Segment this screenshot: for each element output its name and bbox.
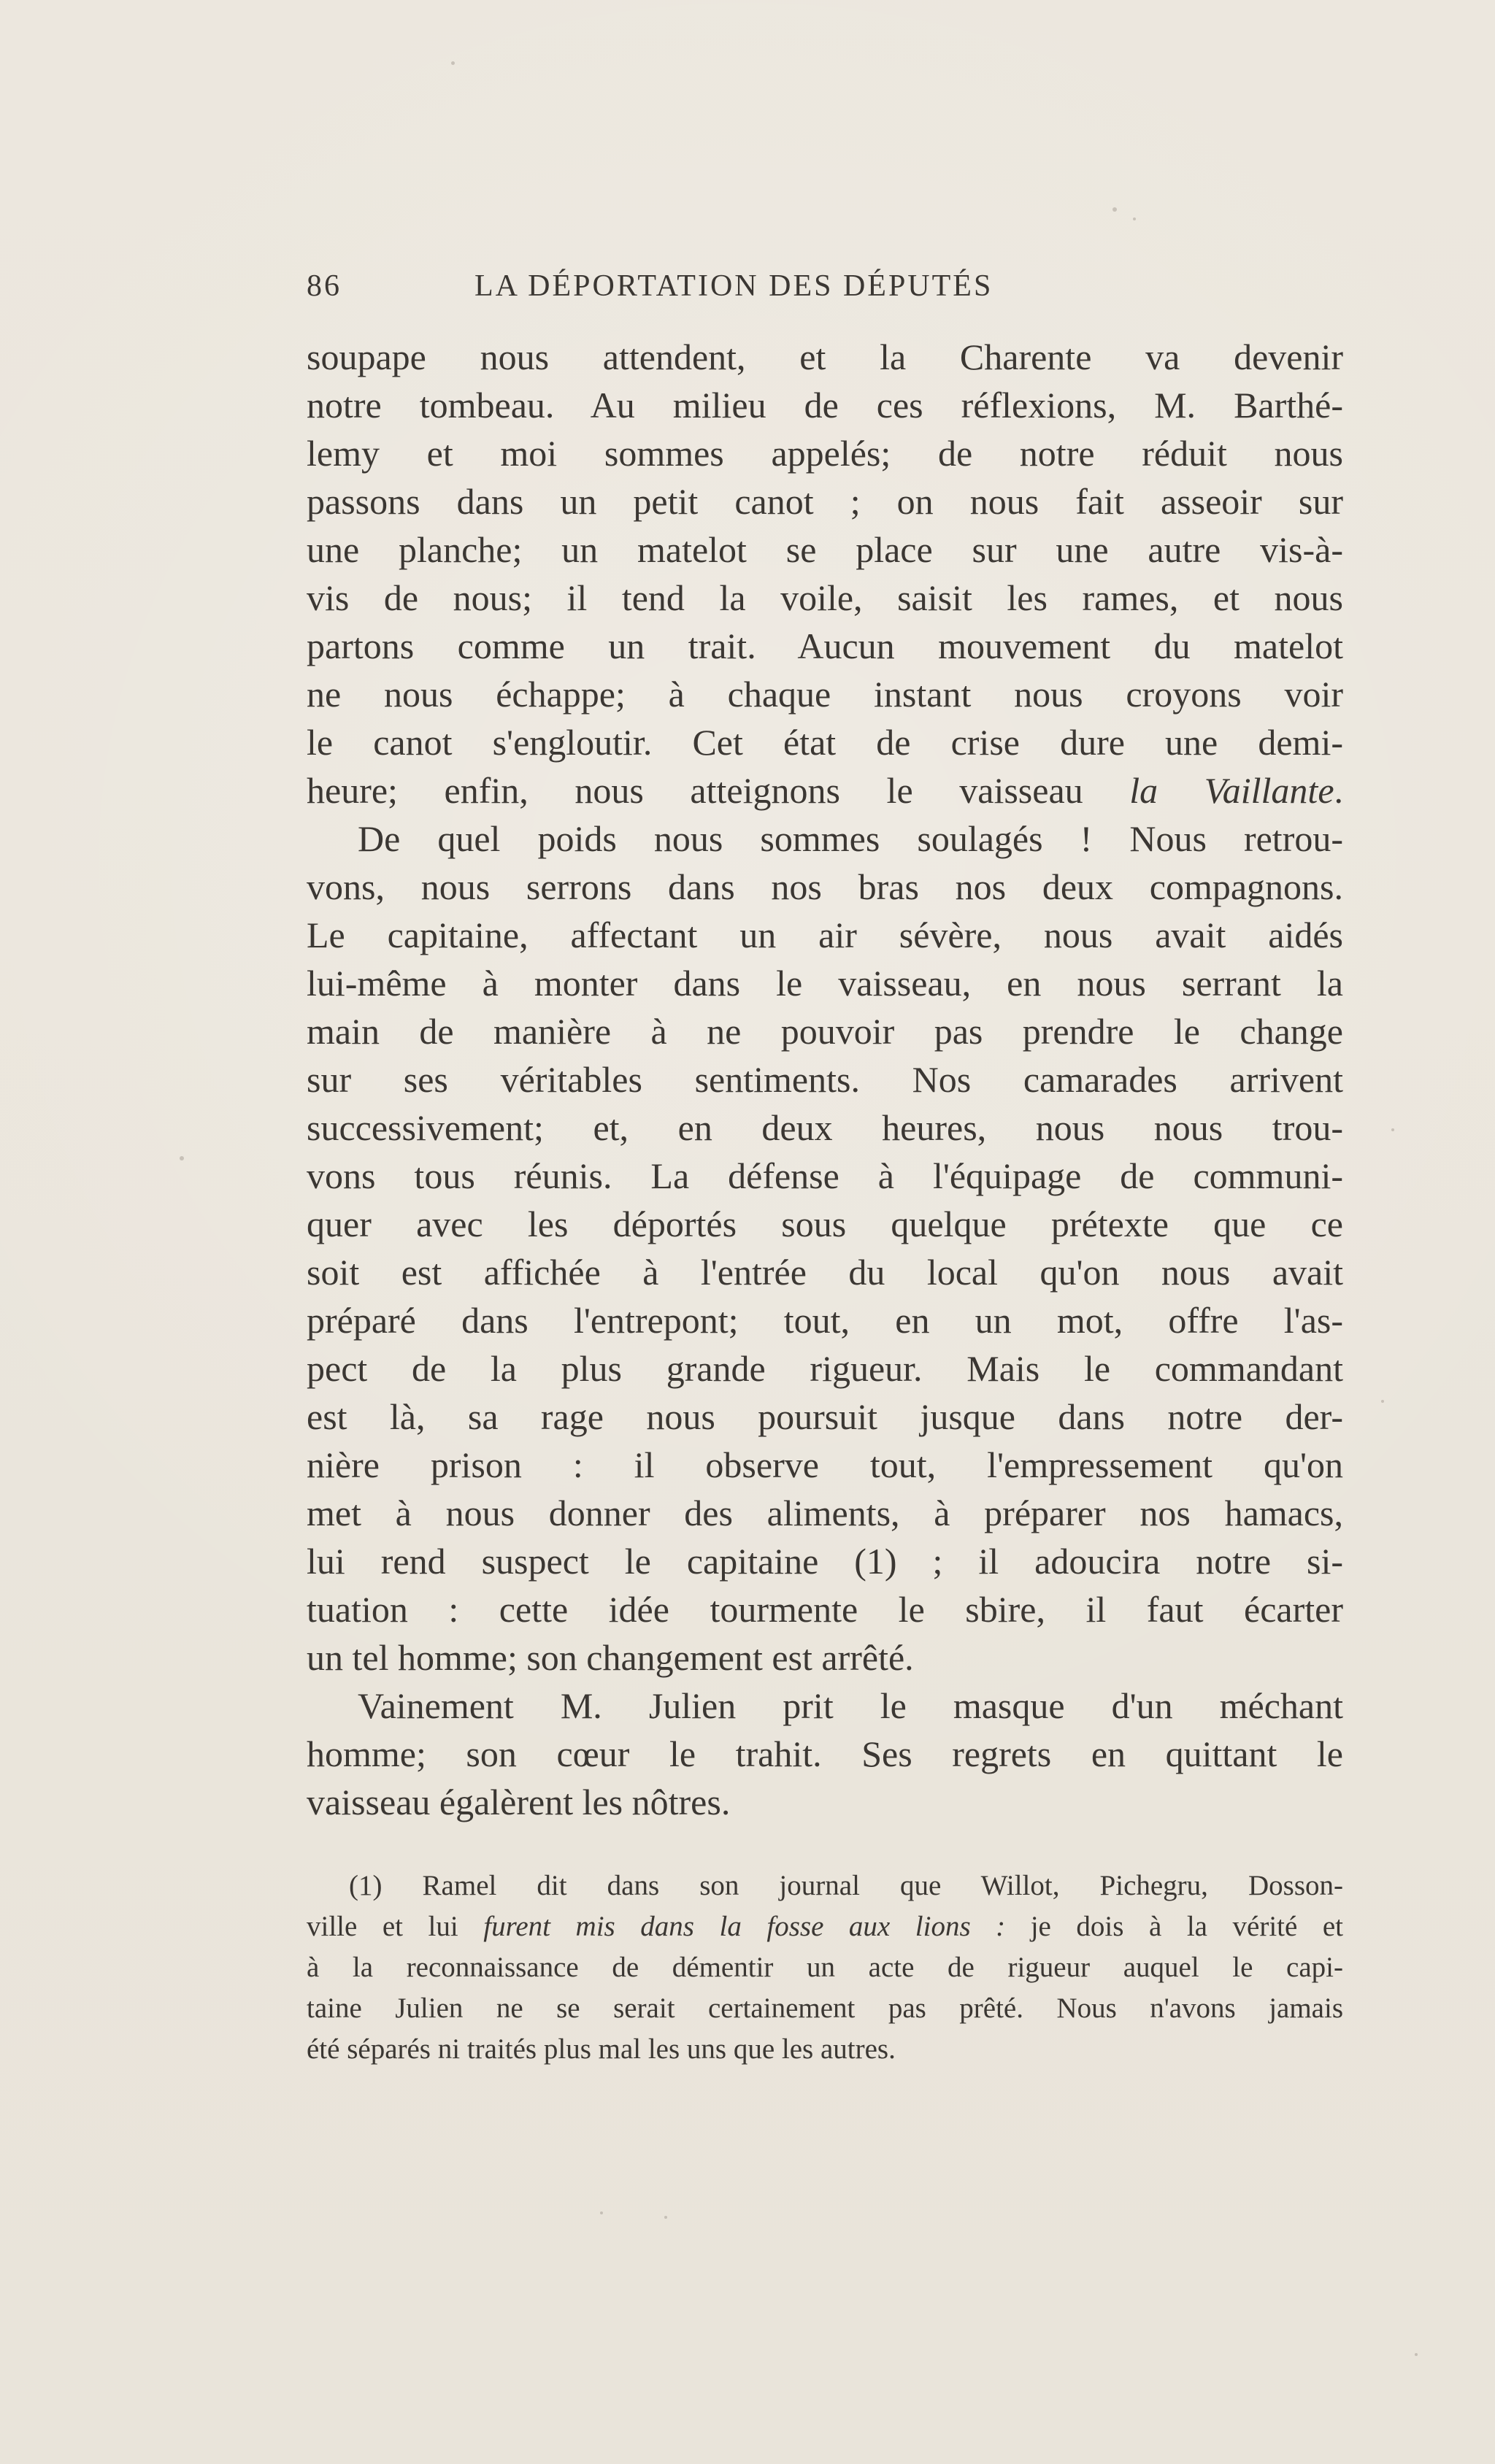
footnote-line: été séparés ni traités plus mal les uns que les autres. bbox=[307, 2033, 896, 2065]
main-text bbox=[307, 333, 1343, 1826]
body-line: successivement; et, en deux heures, nous nous trou- bbox=[307, 1107, 1343, 1148]
paragraph-start-line: De quel poids nous sommes soulagés ! Nous retrou- bbox=[358, 818, 1343, 859]
paper-speck bbox=[1381, 1400, 1384, 1403]
body-line: notre tombeau. Au milieu de ces réflexions, M. Barthé- bbox=[307, 385, 1343, 426]
body-line: lui-même à monter dans le vaisseau, en nous serrant la bbox=[307, 963, 1343, 1004]
paragraph-start-line: Vainement M. Julien prit le masque d'un méchant bbox=[358, 1685, 1343, 1726]
body-line: pect de la plus grande rigueur. Mais le commandant bbox=[307, 1348, 1343, 1389]
body-line: sur ses véritables sentiments. Nos camarades arrivent bbox=[307, 1059, 1343, 1100]
paper-speck bbox=[180, 1156, 184, 1160]
body-line: une planche; un matelot se place sur une autre vis-à- bbox=[307, 529, 1343, 570]
footnote-italic-quote: furent mis dans la fosse aux lions : bbox=[483, 1911, 1006, 1942]
page-number: 86 bbox=[307, 269, 342, 303]
paper-speck bbox=[1391, 1128, 1394, 1131]
body-line-with-ship-name bbox=[307, 766, 1343, 815]
page-header bbox=[307, 269, 1180, 312]
body-line: quer avec les déportés sous quelque prétexte que ce bbox=[307, 1204, 1343, 1244]
body-line: soupape nous attendent, et la Charente va devenir bbox=[307, 336, 1343, 377]
body-line: ne nous échappe; à chaque instant nous croyons voir bbox=[307, 674, 1343, 715]
body-line-segment: heure; enfin, nous atteignons le vaisseau bbox=[307, 770, 1130, 811]
body-line: met à nous donner des aliments, à préparer nos hamacs, bbox=[307, 1493, 1343, 1533]
footnote-line: taine Julien ne se serait certainement pas prêté. Nous n'avons jamais bbox=[307, 1993, 1343, 2024]
paper-speck bbox=[600, 2211, 603, 2214]
footnote-line: (1) Ramel dit dans son journal que Willot, Pichegru, Dosson- bbox=[349, 1870, 1343, 1901]
paper-speck bbox=[1112, 207, 1117, 212]
footnote-line: à la reconnaissance de démentir un acte de rigueur auquel le capi- bbox=[307, 1952, 1343, 1983]
body-line: vis de nous; il tend la voile, saisit les rames, et nous bbox=[307, 577, 1343, 618]
body-line: partons comme un trait. Aucun mouvement du matelot bbox=[307, 625, 1343, 666]
footnote-line-segment: ville et lui bbox=[307, 1911, 484, 1942]
body-line: vons tous réunis. La défense à l'équipage de communi- bbox=[307, 1155, 1343, 1196]
paper-speck bbox=[1133, 217, 1136, 220]
body-line: tuation : cette idée tourmente le sbire, il faut écarter bbox=[307, 1589, 1343, 1630]
body-line: lemy et moi sommes appelés; de notre réduit nous bbox=[307, 433, 1343, 474]
body-line: vons, nous serrons dans nos bras nos deux compagnons. bbox=[307, 866, 1343, 907]
footnote-line-with-italic bbox=[307, 1906, 1343, 1947]
body-line: Le capitaine, affectant un air sévère, nous avait aidés bbox=[307, 915, 1343, 955]
paragraph-end-line: vaisseau égalèrent les nôtres. bbox=[307, 1782, 731, 1822]
body-line: préparé dans l'entrepont; tout, en un mot, offre l'as- bbox=[307, 1300, 1343, 1341]
paper-speck bbox=[1415, 2353, 1418, 2356]
body-line-segment: . bbox=[1334, 770, 1344, 811]
body-line: soit est affichée à l'entrée du local qu'on nous avait bbox=[307, 1252, 1343, 1293]
paper-speck bbox=[451, 61, 455, 65]
ship-name: la Vaillante bbox=[1129, 770, 1334, 811]
body-line: main de manière à ne pouvoir pas prendre le change bbox=[307, 1011, 1343, 1052]
body-line: le canot s'engloutir. Cet état de crise dure une demi- bbox=[307, 722, 1343, 763]
running-head: LA DÉPORTATION DES DÉPUTÉS bbox=[474, 269, 994, 303]
paragraph-end-line: un tel homme; son changement est arrêté. bbox=[307, 1637, 914, 1678]
paper-speck bbox=[664, 2216, 667, 2219]
body-line: nière prison : il observe tout, l'empressement qu'on bbox=[307, 1444, 1343, 1485]
body-line: lui rend suspect le capitaine (1) ; il adoucira notre si- bbox=[307, 1541, 1343, 1582]
footnote bbox=[307, 1866, 1343, 2070]
body-line: passons dans un petit canot ; on nous fait asseoir sur bbox=[307, 481, 1343, 522]
footnote-line-segment: je dois à la vérité et bbox=[1005, 1911, 1343, 1942]
body-line: homme; son cœur le trahit. Ses regrets en quittant le bbox=[307, 1733, 1343, 1774]
body-line: est là, sa rage nous poursuit jusque dans notre der- bbox=[307, 1396, 1343, 1437]
